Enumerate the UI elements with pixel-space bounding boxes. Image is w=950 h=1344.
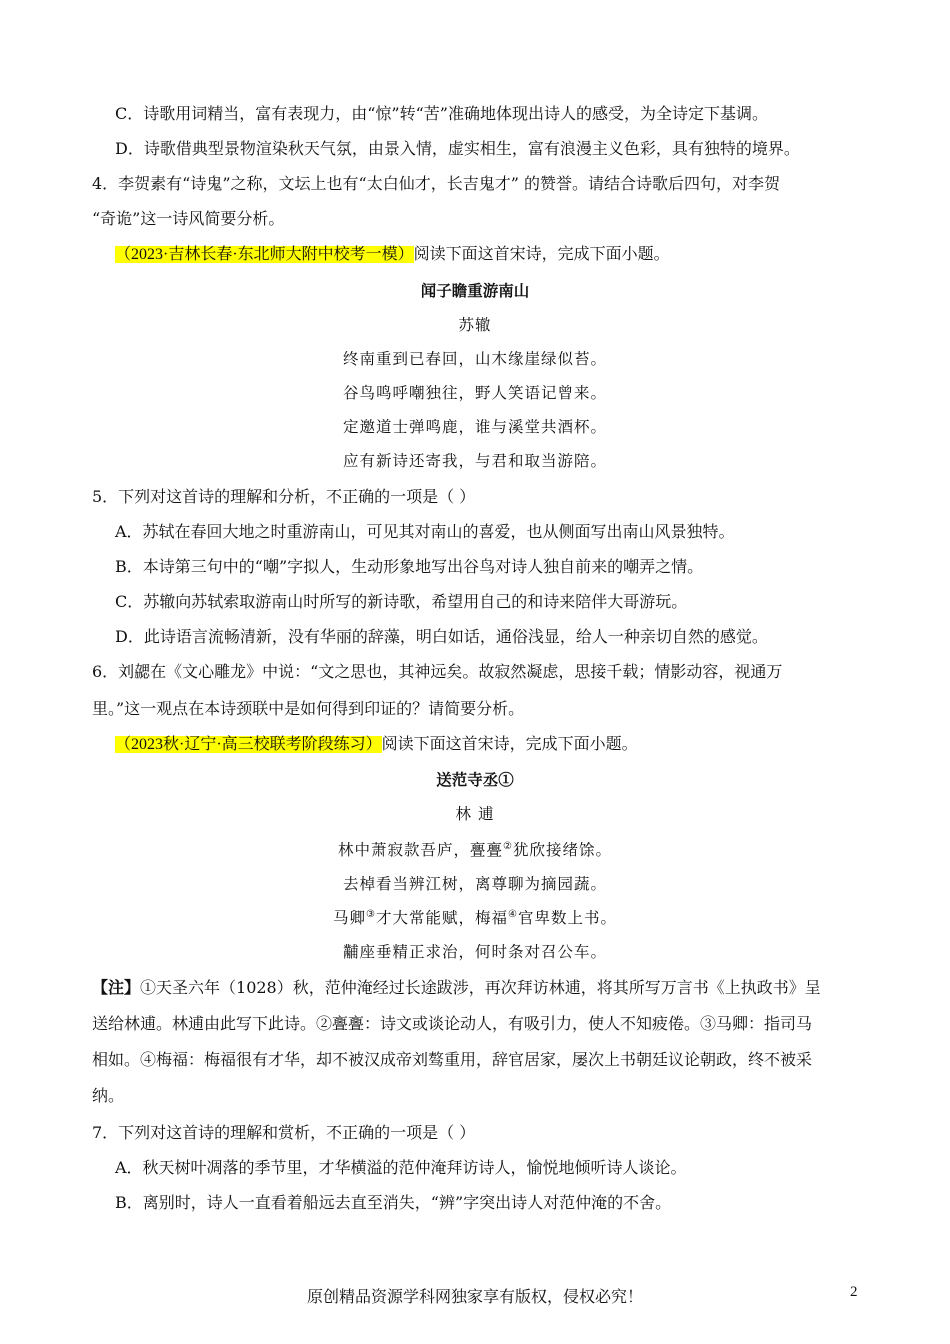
option-5d: D．此诗语言流畅清新，没有华丽的辞藻，明白如话，通俗浅显，给人一种亲切自然的感觉。 xyxy=(115,627,768,646)
source-tag-highlight: （2023·吉林长春·东北师大附中校考一模） xyxy=(115,246,414,263)
poem-2-line xyxy=(0,839,950,861)
note-paragraph xyxy=(92,977,821,999)
question-4-cont: “奇诡”这一诗风简要分析。 xyxy=(92,209,285,228)
question-6-cont: 里。”这一观点在本诗颈联中是如何得到印证的？请简要分析。 xyxy=(92,699,525,718)
footnote-marker: ④ xyxy=(508,908,518,920)
poem-text: 林中萧寂款吾庐，亹亹 xyxy=(338,841,504,859)
source-line-1 xyxy=(115,243,670,266)
source-line-2 xyxy=(115,733,638,756)
note-text: 相如。④梅福：梅福很有才华，却不被汉成帝刘骜重用，辞官居家，屡次上书朝廷议论朝政，终不被采 xyxy=(92,1050,813,1069)
poem-1-line: 应有新诗还寄我，与君和取当游陪。 xyxy=(342,452,607,470)
question-5: 5．下列对这首诗的理解和分析，不正确的一项是（ ） xyxy=(92,487,476,506)
option-5b: B．本诗第三句中的“嘲”字拟人，生动形象地写出谷鸟对诗人独自前来的嘲弄之情。 xyxy=(115,557,704,576)
option-5c: C．苏辙向苏轼索取游南山时所写的新诗歌，希望用自己的和诗来陪伴大哥游玩。 xyxy=(115,592,688,611)
footer-copyright: 原创精品资源学科网独家享有版权，侵权必究！ xyxy=(306,1287,643,1306)
poem-1-title: 闻子瞻重游南山 xyxy=(420,281,530,300)
poem-text: 犹欣接绪馀。 xyxy=(512,841,612,859)
footnote-marker: ② xyxy=(503,840,513,852)
poem-2-line: 黼座垂精正求治，何时条对召公车。 xyxy=(342,943,607,961)
note-text: ①天圣六年（1028）秋，范仲淹经过长途跋涉，再次拜访林逋，将其所写万言书《上执政书》呈 xyxy=(140,978,821,997)
note-tag: 【注】 xyxy=(92,978,141,997)
poem-text: 官卑数上书。 xyxy=(517,909,617,927)
option-5a: A．苏轼在春回大地之时重游南山，可见其对南山的喜爱，也从侧面写出南山风景独特。 xyxy=(115,522,735,541)
source-instruction: 阅读下面这首宋诗，完成下面小题。 xyxy=(381,734,638,753)
poem-text: 马卿 xyxy=(333,909,367,927)
footnote-marker: ③ xyxy=(366,908,376,920)
option-7b: B．离别时，诗人一直看着船远去直至消失，“辨”字突出诗人对范仲淹的不舍。 xyxy=(115,1193,672,1212)
source-tag-highlight: （2023秋·辽宁·高三校联考阶段练习） xyxy=(115,736,382,753)
question-7: 7．下列对这首诗的理解和赏析，不正确的一项是（ ） xyxy=(92,1123,476,1142)
page-number: 2 xyxy=(850,1284,858,1300)
poem-2-line: 去棹看当辨江树，离尊聊为摘园蔬。 xyxy=(342,875,607,893)
note-text: 纳。 xyxy=(92,1086,125,1105)
poem-1-author: 苏辙 xyxy=(458,316,492,334)
poem-1-line: 终南重到已春回，山木缘崖绿似苔。 xyxy=(342,350,607,368)
source-instruction: 阅读下面这首宋诗，完成下面小题。 xyxy=(413,244,670,263)
option-3c: C．诗歌用词精当，富有表现力，由“惊”转“苦”准确地体现出诗人的感受，为全诗定下基调。 xyxy=(115,104,768,123)
poem-1-line: 谷鸟鸣呼嘲独往，野人笑语记曾来。 xyxy=(342,384,607,402)
poem-2-author: 林 逋 xyxy=(455,805,495,823)
question-4: 4．李贺素有“诗鬼”之称，文坛上也有“太白仙才，长吉鬼才” 的赞誉。请结合诗歌后四句，对李贺 xyxy=(92,174,780,193)
poem-1-line: 定邀道士弹鸣鹿，谁与溪堂共酒杯。 xyxy=(342,418,607,436)
poem-text: 才大常能赋，梅福 xyxy=(375,909,508,927)
option-7a: A．秋天树叶凋落的季节里，才华横溢的范仲淹拜访诗人，愉悦地倾听诗人谈论。 xyxy=(115,1158,687,1177)
question-6: 6．刘勰在《文心雕龙》中说：“文之思也，其神远矣。故寂然凝虑，思接千载；情影动容，视通万 xyxy=(92,662,783,681)
poem-2-line xyxy=(0,907,950,929)
option-3d: D．诗歌借典型景物渲染秋天气氛，由景入情，虚实相生，富有浪漫主义色彩，具有独特的境界。 xyxy=(115,139,800,158)
note-text: 送给林逋。林逋由此写下此诗。②亹亹：诗文或谈论动人，有吸引力，使人不知疲倦。③马卿：指司马 xyxy=(92,1014,813,1033)
poem-2-title: 送范寺丞① xyxy=(436,770,514,789)
